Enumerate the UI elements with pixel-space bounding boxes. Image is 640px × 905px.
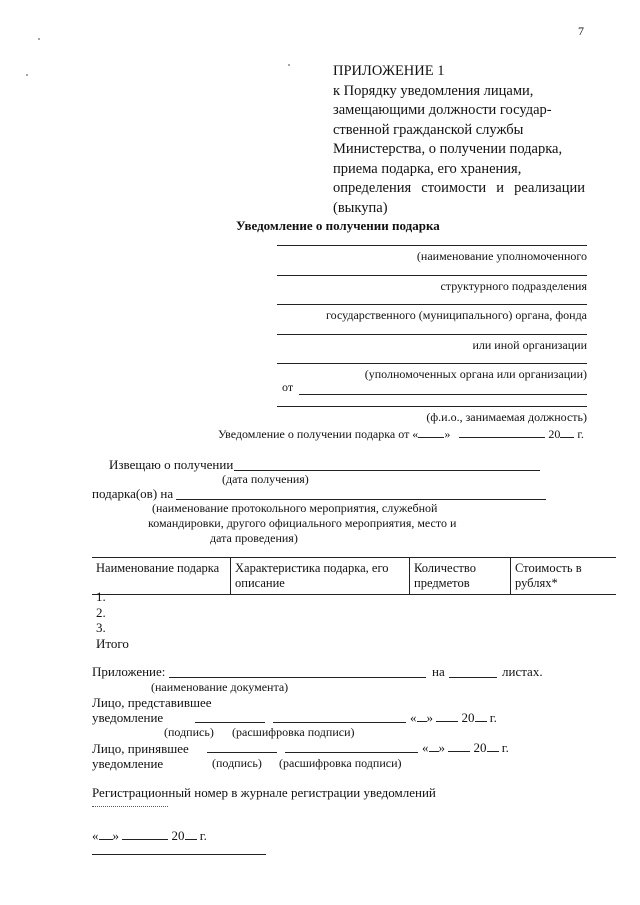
submitter-month-field[interactable] — [436, 721, 458, 722]
table-header-row — [92, 558, 616, 595]
attachment-sheets: листах. — [502, 664, 543, 679]
appendix-word: стоимости — [421, 180, 487, 196]
page-number: 7 — [578, 24, 584, 38]
submitter-day-field[interactable] — [417, 721, 427, 722]
appendix-line-justified — [333, 179, 585, 199]
event-hint-2: командировки, другого официального мероприятия, место и — [148, 516, 457, 530]
addressee-hint-2: структурного подразделения — [440, 279, 587, 293]
registration-signature-field[interactable] — [92, 854, 266, 855]
addressee-hint-1: (наименование уполномоченного — [416, 249, 587, 263]
appendix-line: к Порядку уведомления лицами, — [333, 82, 534, 99]
receiver-sign-field[interactable] — [207, 752, 277, 753]
quote-close: » — [426, 710, 433, 725]
attachment-hint: (наименование документа) — [151, 680, 289, 694]
table-row: 2. — [96, 604, 106, 620]
scan-speck — [288, 64, 290, 66]
receipt-date-field[interactable] — [234, 470, 540, 471]
submitter-label-1: Лицо, представившее — [92, 695, 212, 710]
gifts-label: подарка(ов) на — [92, 486, 174, 501]
appendix-line: замещающими должности государ- — [333, 102, 552, 118]
table-header: Наименование подарка — [92, 558, 231, 595]
quote-open: « — [410, 710, 417, 725]
from-line[interactable] — [299, 394, 587, 395]
appendix-line: приема подарка, его хранения, — [333, 160, 522, 177]
addressee-line-1[interactable] — [277, 245, 587, 246]
event-field[interactable] — [176, 499, 546, 500]
addressee-line-4[interactable] — [277, 334, 587, 335]
date-prefix: Уведомление о получении подарка от « — [218, 427, 419, 441]
addressee-line-5[interactable] — [277, 363, 587, 364]
appendix-block — [333, 62, 585, 218]
submitter-label-2: уведомление — [92, 710, 164, 725]
receiver-label-2: уведомление — [92, 756, 164, 771]
submitter-sign-hint: (подпись) — [164, 725, 214, 739]
addressee-hint-6: (ф.и.о., занимаемая должность) — [426, 410, 587, 424]
event-hint-1: (наименование протокольного мероприятия, служебной — [152, 501, 438, 515]
receiver-date — [422, 740, 509, 756]
appendix-line: (выкупа) — [333, 199, 388, 216]
form-title: Уведомление о получении подарка — [236, 218, 440, 233]
appendix-line: ственной гражданской службы — [333, 121, 524, 138]
event-hint-3: дата проведения) — [210, 531, 298, 545]
attachment-doc-field[interactable] — [169, 677, 426, 678]
quote-open: « — [92, 828, 99, 843]
year-suffix: г. — [501, 740, 509, 755]
addressee-line-6[interactable] — [277, 406, 587, 407]
year-prefix: 20 — [461, 710, 475, 725]
month-field[interactable] — [459, 437, 545, 438]
table-header: Количество предметов — [410, 558, 511, 595]
registration-year-field[interactable] — [185, 839, 197, 840]
appendix-word: определения — [333, 180, 412, 196]
year-suffix: г. — [577, 427, 584, 441]
table-row-total: Итого — [96, 635, 129, 651]
year-prefix: 20 — [171, 828, 185, 843]
submitter-year-field[interactable] — [475, 721, 487, 722]
day-field[interactable] — [418, 437, 444, 438]
addressee-line-2[interactable] — [277, 275, 587, 276]
quote-open: « — [422, 740, 429, 755]
year-prefix: 20 — [473, 740, 487, 755]
addressee-hint-4: или иной организации — [472, 338, 587, 352]
year-field[interactable] — [560, 437, 574, 438]
registration-day-field[interactable] — [99, 839, 113, 840]
quote-close: » — [438, 740, 445, 755]
receiver-label-1: Лицо, принявшее — [92, 741, 189, 756]
table-row: 3. — [96, 620, 106, 635]
sheet-count-field[interactable] — [449, 677, 497, 678]
receipt-date-hint: (дата получения) — [222, 472, 309, 486]
submitter-date — [410, 710, 497, 726]
receiver-decode-field[interactable] — [285, 752, 418, 753]
notification-date-line — [218, 427, 584, 442]
quote-close: » — [444, 427, 451, 441]
receiver-day-field[interactable] — [429, 751, 439, 752]
receiver-decode-hint: (расшифровка подписи) — [279, 756, 402, 770]
table-row: 1. — [96, 589, 106, 604]
table-header: Стоимость в рублях* — [511, 558, 617, 595]
gifts-table — [92, 557, 616, 595]
appendix-line: Министерства, о получении подарка, — [333, 141, 563, 157]
registration-month-field[interactable] — [122, 839, 168, 840]
submitter-sign-field[interactable] — [195, 722, 265, 723]
notify-label: Извещаю о получении — [109, 457, 234, 472]
registration-date — [92, 828, 207, 844]
receiver-month-field[interactable] — [448, 751, 470, 752]
attachment-on: на — [432, 664, 445, 679]
table-rows — [96, 589, 129, 651]
scan-speck — [38, 38, 40, 40]
appendix-word: и — [496, 180, 505, 196]
receiver-year-field[interactable] — [487, 751, 499, 752]
receiver-sign-hint: (подпись) — [212, 756, 262, 770]
year-suffix: г. — [199, 828, 207, 843]
appendix-word: реализации — [514, 180, 585, 196]
year-prefix: 20 — [548, 427, 561, 441]
attachment-label: Приложение: — [92, 664, 166, 679]
registration-number-field[interactable] — [92, 806, 168, 807]
addressee-hint-5: (уполномоченных органа или организации) — [364, 367, 587, 381]
year-suffix: г. — [489, 710, 497, 725]
quote-close: » — [112, 828, 119, 843]
registration-label: Регистрационный номер в журнале регистрации уведомлений — [92, 785, 436, 800]
from-label: от — [282, 380, 294, 394]
scan-speck — [26, 74, 28, 76]
appendix-heading: ПРИЛОЖЕНИЕ 1 — [333, 63, 445, 79]
addressee-line-3[interactable] — [277, 304, 587, 305]
table-header: Характеристика подарка, его описание — [231, 558, 410, 595]
submitter-decode-hint: (расшифровка подписи) — [232, 725, 355, 739]
submitter-decode-field[interactable] — [273, 722, 406, 723]
addressee-hint-3: государственного (муниципального) органа, фонда — [326, 308, 587, 322]
